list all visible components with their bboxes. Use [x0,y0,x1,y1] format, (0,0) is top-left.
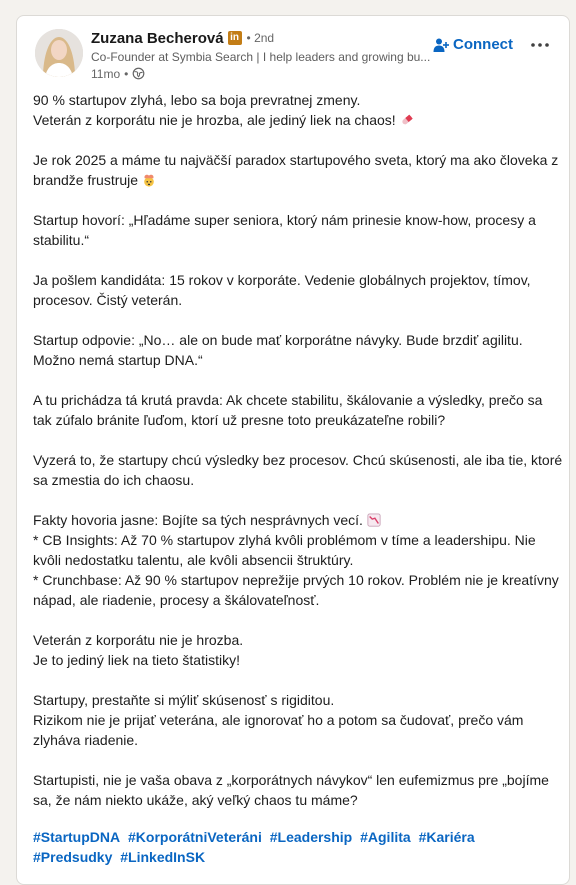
post-line: A tu prichádza tá krutá pravda: Ak chcete stabilitu, škálovanie a výsledky, prečo sa [33,392,543,408]
post-line: Možno nemá startup DNA.“ [33,352,203,368]
hashtag-link[interactable]: #Predsudky [33,849,113,865]
post-line: Rizikom nie je prijať veterána, ale ignorovať ho a potom sa čudovať, prečo vám [33,712,524,728]
post-line: sa zmestia do ich chaosu. [33,472,195,488]
post-line: * CB Insights: Až 70 % startupov zlyhá kvôli problémom v tíme a leadershipu. Nie [33,532,536,548]
hashtag-link[interactable]: #Leadership [269,829,353,845]
post-time: 11mo [91,66,121,81]
hashtag-link[interactable]: #StartupDNA [33,829,121,845]
connection-degree: • 2nd [246,31,275,45]
post-line: Je to jediný liek na tieto štatistiky! [33,652,240,668]
connect-button[interactable] [433,36,513,53]
globe-icon [132,67,145,80]
post-line: nápad, ale riadenie, procesy a škálovateľnosť. [33,592,320,608]
post-line: kvôli nedostatku talentu, ale kvôli absencii štruktúry. [33,552,354,568]
author-headline: Co-Founder at Symbia Search | I help leaders and growing bu... [91,50,431,64]
chart-decreasing-emoji-icon [367,513,381,527]
hashtag-link[interactable]: #LinkedInSK [120,849,206,865]
post-line: 90 % startupov zlyhá, lebo sa boja prevratnej zmeny. [33,92,361,108]
post-line: stabilitu.“ [33,232,90,248]
add-person-icon [433,37,449,53]
post-line: * Crunchbase: Až 90 % startupov neprežije prvých 10 rokov. Problém nie je kreatívny [33,572,559,588]
hashtag-link[interactable]: #Kariéra [418,829,475,845]
hashtag-list [33,827,555,867]
post-card [16,15,570,885]
post-line: tak zúfalo bránite ľuďom, ktorí už presne toto preukázateľne robili? [33,412,446,428]
post-body [33,90,563,810]
post-line: sa, že nám niekto ukáže, aký veľký chaos tu máme? [33,792,358,808]
post-line: Startup odpovie: „No… ale on bude mať korporátne návyky. Bude brzdiť agilitu. [33,332,523,348]
post-line: Fakty hovoria jasne: Bojíte sa tých nesprávnych vecí. [33,510,555,530]
more-options-icon[interactable] [529,34,551,56]
connect-label: Connect [453,36,513,53]
pill-emoji-icon [400,113,414,127]
post-line: Ja pošlem kandidáta: 15 rokov v korporáte. Vedenie globálnych projektov, tímov, [33,272,531,288]
post-line: Startupisti, nie je vaša obava z „korporátnych návykov“ len eufemizmus pre „bojíme [33,772,549,788]
author-meta [91,28,431,82]
post-line: Startupy, prestaňte si mýliť skúsenosť s rigiditou. [33,692,335,708]
post-line: Veterán z korporátu nie je hrozba. [33,632,244,648]
hashtag-link[interactable]: #Agilita [360,829,411,845]
post-line: Startup hovorí: „Hľadáme super seniora, ktorý nám prinesie know-how, procesy a [33,212,536,228]
author-avatar[interactable] [35,29,83,77]
post-line: zlyháva riadenie. [33,732,139,748]
post-line: Veterán z korporátu nie je hrozba, ale jediný liek na chaos! [33,110,555,130]
post-line: Je rok 2025 a máme tu najväčší paradox startupového sveta, ktorý ma ako človeka z [33,152,559,168]
post-line: brandže frustruje [33,170,555,190]
linkedin-premium-icon: in [228,31,242,45]
post-line: Vyzerá to, že startupy chcú výsledky bez procesov. Chcú skúsenosti, ale iba tie, ktoré [33,452,563,468]
post-header [33,28,553,84]
hashtag-link[interactable]: #KorporátniVeteráni [128,829,262,845]
author-name[interactable]: Zuzana Becherová [91,29,224,47]
separator-dot: • [124,66,129,81]
post-line: procesov. Čistý veterán. [33,292,183,308]
exploding-head-emoji-icon [142,173,156,187]
